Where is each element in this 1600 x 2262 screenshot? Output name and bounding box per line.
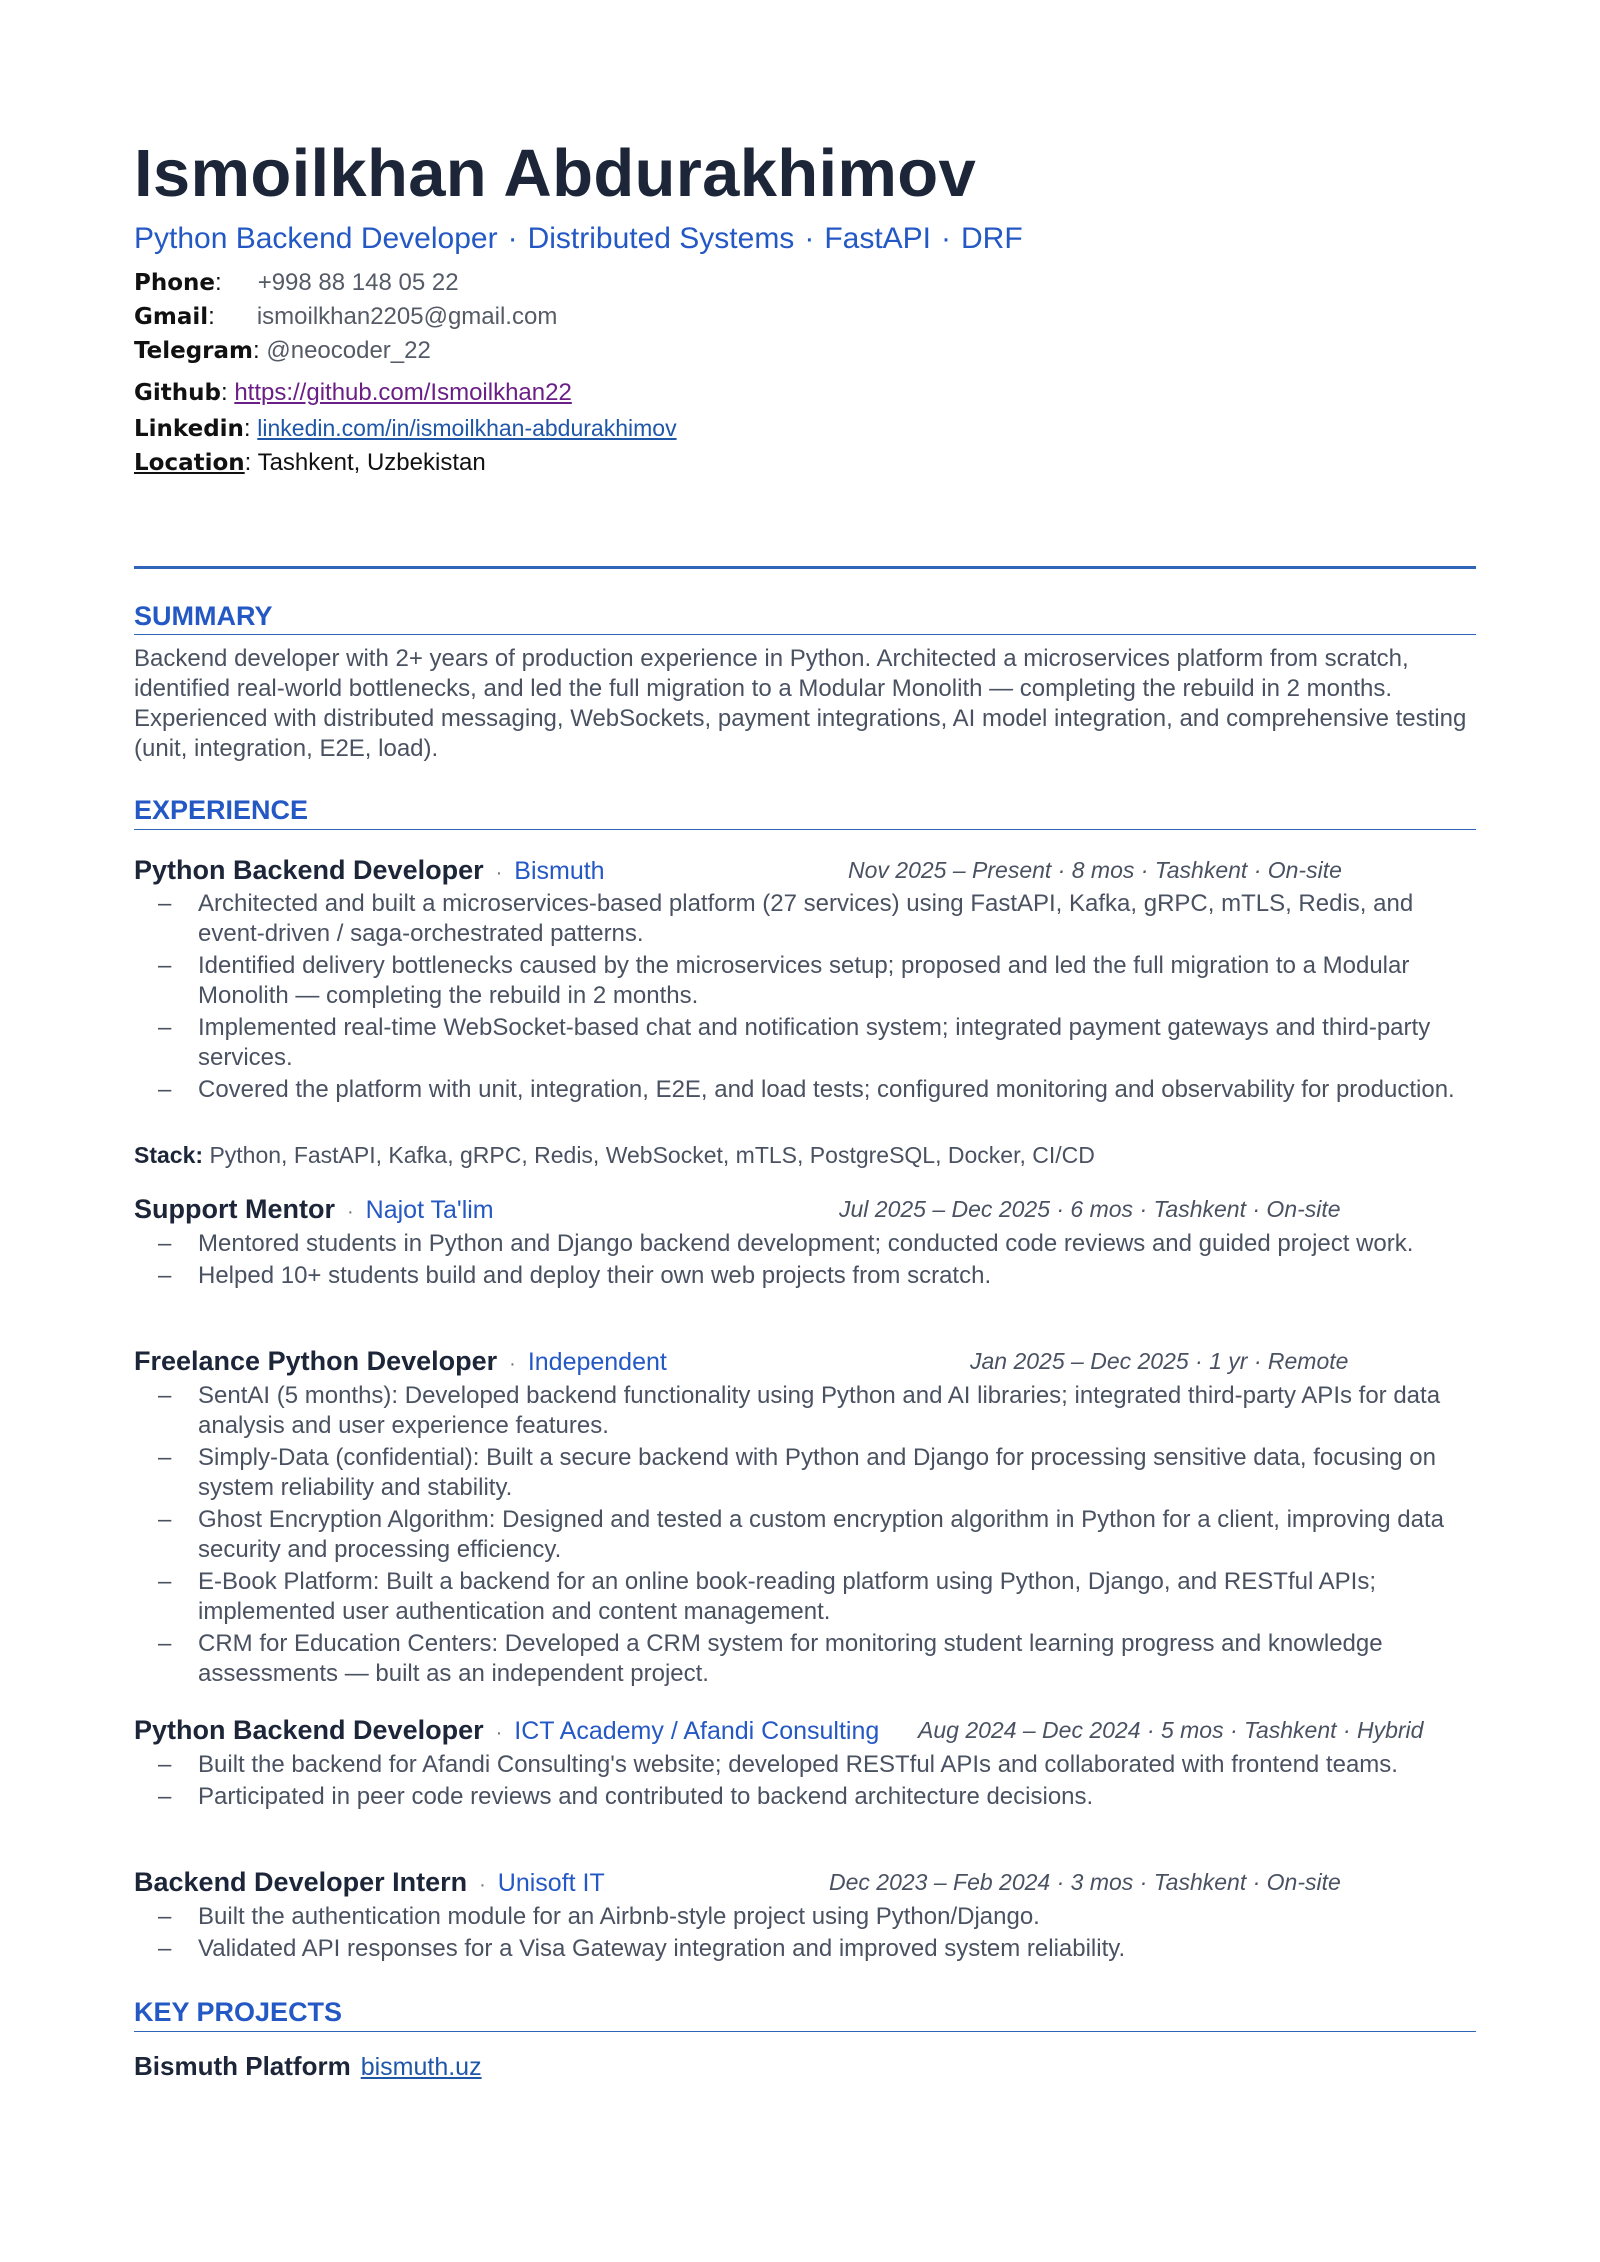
job-org: Najot Ta'lim bbox=[365, 1196, 494, 1224]
job-org: Bismuth bbox=[514, 857, 605, 885]
tagline-separator: · bbox=[507, 222, 518, 255]
contact-github: Github: https://github.com/Ismoilkhan22 bbox=[134, 379, 572, 406]
job-bullets bbox=[158, 1902, 1476, 1966]
github-label: Github bbox=[134, 380, 221, 406]
phone-label: Phone bbox=[134, 270, 216, 296]
contact-linkedin: Linkedin: linkedin.com/in/ismoilkhan-abdurakhimov bbox=[134, 415, 677, 442]
job-bullets bbox=[158, 889, 1476, 1107]
job-role: Support Mentor bbox=[134, 1194, 335, 1224]
list-item: – E-Book Platform: Built a backend for an online book-reading platform using Python, Django, and RESTful APIs; implemented user authentication and content management. bbox=[158, 1568, 1376, 1625]
telegram-value: @neocoder_22 bbox=[266, 337, 431, 364]
job-heading: Python Backend Developer · ICT Academy / Afandi Consulting bbox=[134, 1715, 880, 1745]
list-item: – Simply-Data (confidential): Built a secure backend with Python and Django for processing sensitive data, focusing on system reliability and stability. bbox=[158, 1444, 1437, 1501]
bullet-dash: – bbox=[158, 1630, 172, 1657]
list-item: – Participated in peer code reviews and contributed to backend architecture decisions. bbox=[158, 1783, 1094, 1810]
list-item: – CRM for Education Centers: Developed a CRM system for monitoring student learning progress and knowledge assessments — built as an independent project. bbox=[158, 1630, 1383, 1687]
list-item: – Helped 10+ students build and deploy their own web projects from scratch. bbox=[158, 1262, 992, 1289]
location-value: Tashkent, Uzbekistan bbox=[257, 449, 486, 476]
project-item bbox=[134, 2050, 482, 2083]
summary-text: Backend developer with 2+ years of production experience in Python. Architected a microservices platform from scratch, identified real-world bottlenecks, and led the full migration to a Modular Monolith — completing the rebuild in 2 months. Experienced with distributed messaging, WebSockets, payment integrations, AI model integration, and comprehensive testing (unit, integration, E2E, load). bbox=[134, 645, 1467, 762]
stack-value: Python, FastAPI, Kafka, gRPC, Redis, WebSocket, mTLS, PostgreSQL, Docker, CI/CD bbox=[209, 1142, 1095, 1168]
bullet-dash: – bbox=[158, 1262, 172, 1289]
job-role: Python Backend Developer bbox=[134, 855, 484, 885]
list-item: – SentAI (5 months): Developed backend functionality using Python and AI libraries; integrated third-party APIs for data analysis and user experience features. bbox=[158, 1382, 1441, 1439]
list-item: – Architected and built a microservices-based platform (27 services) using FastAPI, Kafka, gRPC, mTLS, Redis, and event-driven / saga-orchestrated patterns. bbox=[158, 890, 1414, 947]
gmail-label: Gmail bbox=[134, 304, 209, 330]
tagline-item: Python Backend Developer bbox=[134, 222, 498, 255]
list-item: – Ghost Encryption Algorithm: Designed and tested a custom encryption algorithm in Python for a client, improving data security and processing efficiency. bbox=[158, 1506, 1444, 1563]
job-role: Backend Developer Intern bbox=[134, 1867, 468, 1897]
list-item: – Identified delivery bottlenecks caused by the microservices setup; proposed and led the full migration to a Modular Monolith — completing the rebuild in 2 months. bbox=[158, 952, 1410, 1009]
phone-value: +998 88 148 05 22 bbox=[257, 269, 459, 296]
tagline-item: FastAPI bbox=[824, 222, 932, 255]
location-label: Location bbox=[134, 450, 245, 476]
bullet-dash: – bbox=[158, 1506, 172, 1533]
list-item: – Built the authentication module for an Airbnb-style project using Python/Django. bbox=[158, 1903, 1040, 1930]
job-meta: Jul 2025 – Dec 2025 · 6 mos · Tashkent · On-site bbox=[839, 1196, 1341, 1222]
job-meta: Jan 2025 – Dec 2025 · 1 yr · Remote bbox=[970, 1348, 1349, 1374]
candidate-name: Ismoilkhan Abdurakhimov bbox=[134, 136, 977, 211]
linkedin-label: Linkedin bbox=[134, 416, 244, 442]
job-role: Freelance Python Developer bbox=[134, 1346, 498, 1376]
bullet-dash: – bbox=[158, 1751, 172, 1778]
header-divider bbox=[134, 566, 1476, 569]
bullet-dash: – bbox=[158, 890, 172, 917]
projects-divider bbox=[134, 2031, 1476, 2032]
bullet-dash: – bbox=[158, 952, 172, 979]
github-link[interactable]: https://github.com/Ismoilkhan22 bbox=[234, 379, 572, 406]
job-heading: Python Backend Developer · Bismuth bbox=[134, 855, 605, 885]
contact-location: Location: Tashkent, Uzbekistan bbox=[134, 449, 486, 476]
job-org: Unisoft IT bbox=[497, 1869, 605, 1897]
job-meta: Dec 2023 – Feb 2024 · 3 mos · Tashkent · On-site bbox=[829, 1869, 1341, 1895]
summary-heading: SUMMARY bbox=[134, 601, 273, 631]
tagline-item: Distributed Systems bbox=[527, 222, 795, 255]
list-item: – Covered the platform with unit, integration, E2E, and load tests; configured monitoring and observability for production. bbox=[158, 1076, 1455, 1103]
bullet-dash: – bbox=[158, 1014, 172, 1041]
project-link[interactable]: bismuth.uz bbox=[360, 2053, 482, 2081]
contact-telegram: Telegram: @neocoder_22 bbox=[134, 337, 431, 364]
job-heading: Backend Developer Intern · Unisoft IT bbox=[134, 1867, 605, 1897]
tagline-separator: · bbox=[804, 222, 815, 255]
tagline bbox=[134, 220, 1023, 258]
job-meta: Aug 2024 – Dec 2024 · 5 mos · Tashkent · Hybrid bbox=[918, 1717, 1424, 1743]
stack-label: Stack: bbox=[134, 1142, 204, 1168]
tagline-separator: · bbox=[941, 222, 952, 255]
list-item: – Built the backend for Afandi Consulting's website; developed RESTful APIs and collaborated with frontend teams. bbox=[158, 1751, 1398, 1778]
contact-phone: Phone: +998 88 148 05 22 bbox=[134, 269, 459, 296]
project-name: Bismuth Platform bbox=[134, 2051, 351, 2081]
job-meta: Nov 2025 – Present · 8 mos · Tashkent · On-site bbox=[848, 857, 1342, 883]
linkedin-link[interactable]: linkedin.com/in/ismoilkhan-abdurakhimov bbox=[257, 415, 677, 441]
bullet-dash: – bbox=[158, 1783, 172, 1810]
contact-gmail: Gmail: ismoilkhan2205@gmail.com bbox=[134, 303, 558, 330]
bullet-dash: – bbox=[158, 1076, 172, 1103]
job-org: Independent bbox=[527, 1348, 667, 1376]
bullet-dash: – bbox=[158, 1382, 172, 1409]
list-item: – Implemented real-time WebSocket-based chat and notification system; integrated payment gateways and third-party services. bbox=[158, 1014, 1431, 1071]
tagline-item: DRF bbox=[961, 222, 1023, 255]
job-heading: Support Mentor · Najot Ta'lim bbox=[134, 1194, 494, 1224]
bullet-dash: – bbox=[158, 1230, 172, 1257]
job-heading: Freelance Python Developer · Independent bbox=[134, 1346, 667, 1376]
bullet-dash: – bbox=[158, 1568, 172, 1595]
bullet-dash: – bbox=[158, 1935, 172, 1962]
job-bullets bbox=[158, 1229, 1476, 1293]
job-role: Python Backend Developer bbox=[134, 1715, 484, 1745]
bullet-dash: – bbox=[158, 1444, 172, 1471]
list-item: – Validated API responses for a Visa Gateway integration and improved system reliability. bbox=[158, 1935, 1126, 1962]
summary-divider bbox=[134, 634, 1476, 635]
job-org: ICT Academy / Afandi Consulting bbox=[514, 1717, 880, 1745]
job-stack bbox=[134, 1140, 1095, 1170]
experience-divider bbox=[134, 829, 1476, 830]
experience-heading: EXPERIENCE bbox=[134, 795, 309, 825]
job-bullets bbox=[158, 1381, 1476, 1691]
projects-heading: KEY PROJECTS bbox=[134, 1997, 343, 2027]
bullet-dash: – bbox=[158, 1903, 172, 1930]
job-bullets bbox=[158, 1750, 1476, 1814]
gmail-value: ismoilkhan2205@gmail.com bbox=[256, 303, 558, 330]
list-item: – Mentored students in Python and Django backend development; conducted code reviews and guided project work. bbox=[158, 1230, 1414, 1257]
telegram-label: Telegram bbox=[134, 338, 254, 364]
